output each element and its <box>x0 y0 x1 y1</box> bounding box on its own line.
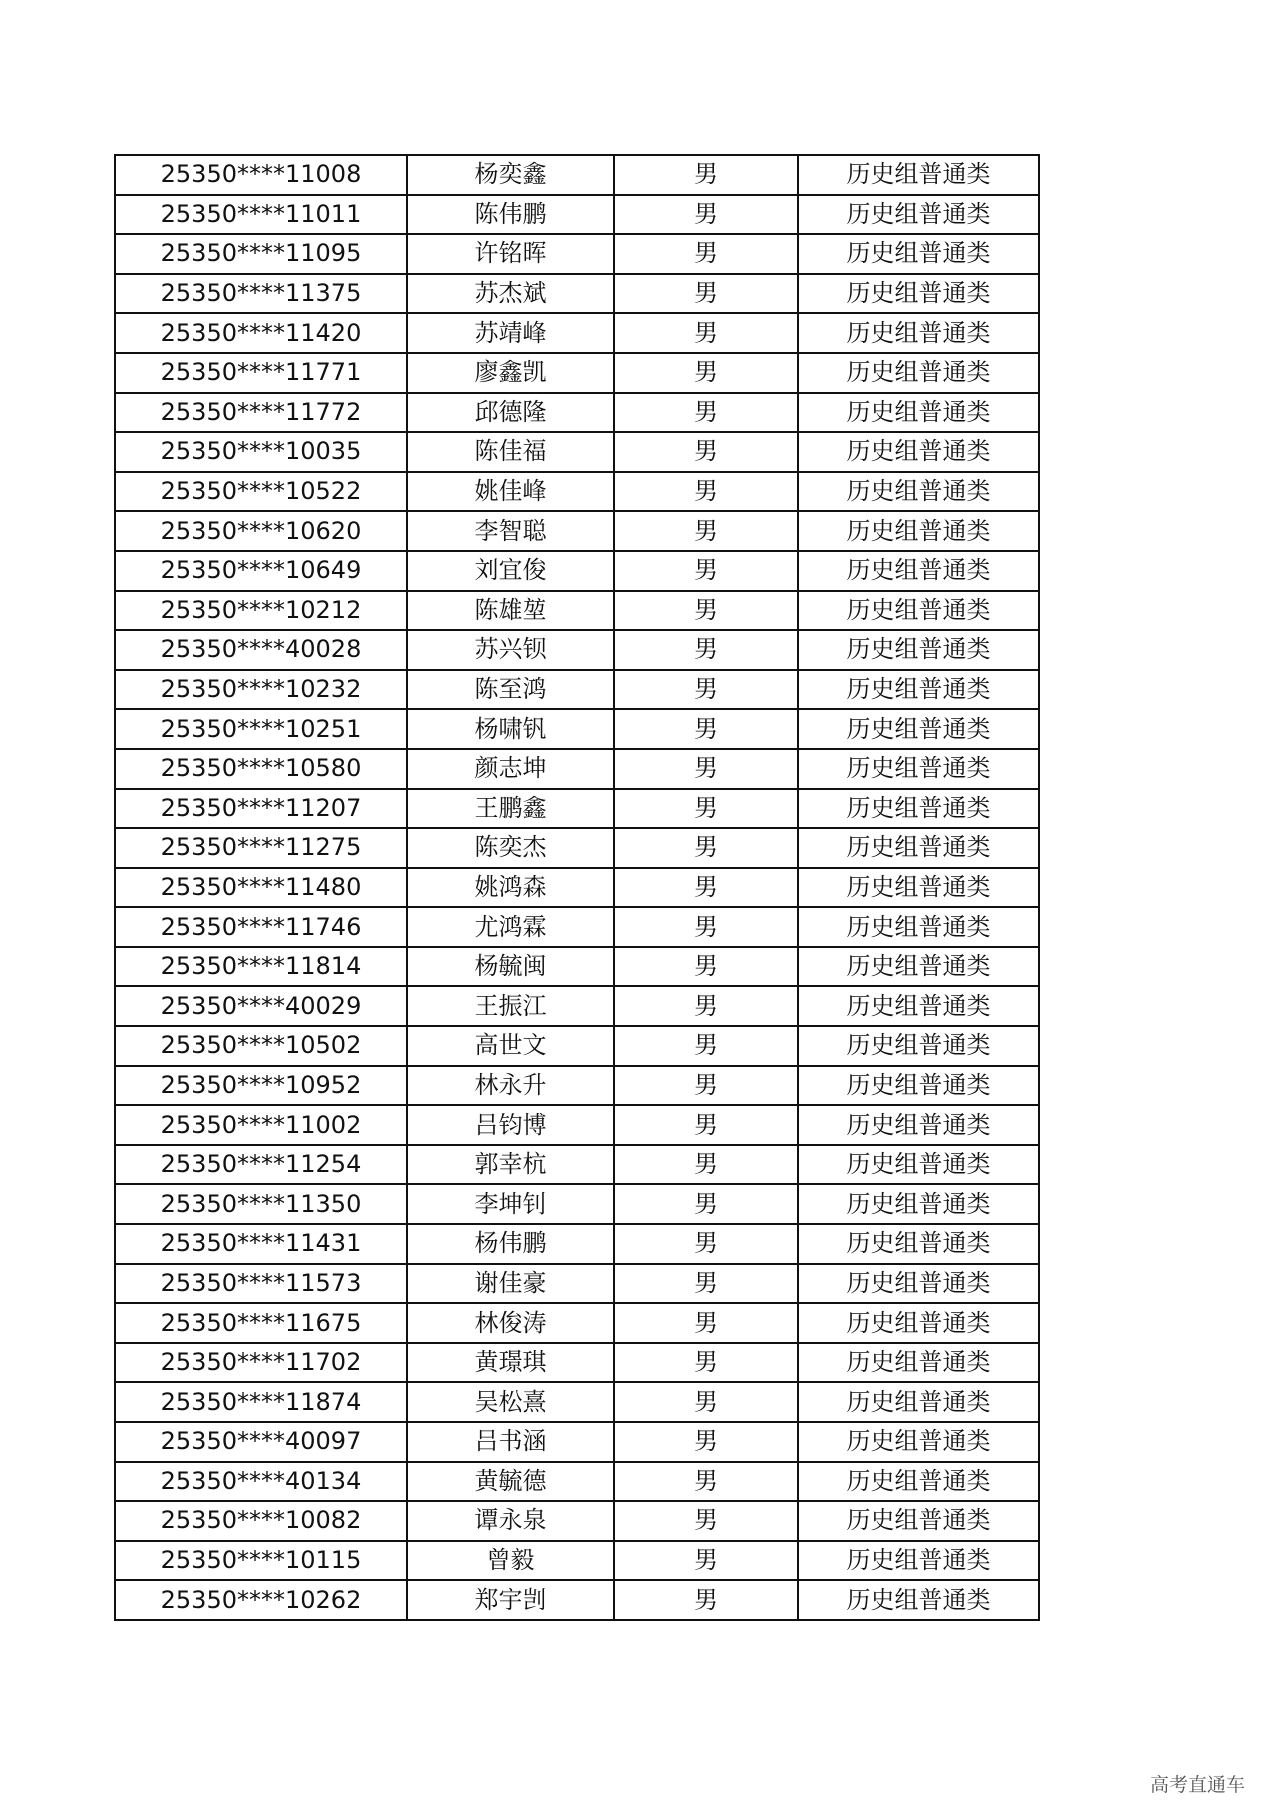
name-cell: 王鹏鑫 <box>407 789 614 829</box>
name-cell: 杨毓闽 <box>407 947 614 987</box>
name-cell: 尤鸿霖 <box>407 907 614 947</box>
name-cell: 谢佳豪 <box>407 1264 614 1304</box>
exam-id-cell: 25350****40028 <box>115 630 407 670</box>
gender-cell: 男 <box>614 195 798 235</box>
name-cell: 陈至鸿 <box>407 670 614 710</box>
name-cell: 谭永泉 <box>407 1501 614 1541</box>
table-row <box>115 749 1039 789</box>
exam-id-cell: 25350****11350 <box>115 1184 407 1224</box>
exam-id-cell: 25350****10952 <box>115 1066 407 1106</box>
gender-cell: 男 <box>614 630 798 670</box>
table-row <box>115 155 1039 195</box>
table-row <box>115 551 1039 591</box>
category-cell: 历史组普通类 <box>798 709 1039 749</box>
category-cell: 历史组普通类 <box>798 789 1039 829</box>
category-cell: 历史组普通类 <box>798 155 1039 195</box>
exam-id-cell: 25350****11746 <box>115 907 407 947</box>
name-cell: 姚佳峰 <box>407 472 614 512</box>
category-cell: 历史组普通类 <box>798 195 1039 235</box>
table-row <box>115 1224 1039 1264</box>
gender-cell: 男 <box>614 868 798 908</box>
name-cell: 林俊涛 <box>407 1303 614 1343</box>
category-cell: 历史组普通类 <box>798 868 1039 908</box>
exam-id-cell: 25350****11011 <box>115 195 407 235</box>
table-row <box>115 868 1039 908</box>
exam-id-cell: 25350****11008 <box>115 155 407 195</box>
exam-id-cell: 25350****10522 <box>115 472 407 512</box>
name-cell: 吕钧博 <box>407 1105 614 1145</box>
name-cell: 郭幸杭 <box>407 1145 614 1185</box>
name-cell: 杨伟鹏 <box>407 1224 614 1264</box>
student-list-table <box>114 154 1040 1621</box>
name-cell: 陈奕杰 <box>407 828 614 868</box>
table-row <box>115 1382 1039 1422</box>
exam-id-cell: 25350****10502 <box>115 1026 407 1066</box>
table-row <box>115 1066 1039 1106</box>
exam-id-cell: 25350****10262 <box>115 1580 407 1620</box>
exam-id-cell: 25350****11702 <box>115 1343 407 1383</box>
table-row <box>115 1303 1039 1343</box>
exam-id-cell: 25350****11480 <box>115 868 407 908</box>
name-cell: 杨啸钒 <box>407 709 614 749</box>
gender-cell: 男 <box>614 1382 798 1422</box>
table-row <box>115 1462 1039 1502</box>
gender-cell: 男 <box>614 749 798 789</box>
gender-cell: 男 <box>614 234 798 274</box>
category-cell: 历史组普通类 <box>798 1184 1039 1224</box>
category-cell: 历史组普通类 <box>798 313 1039 353</box>
category-cell: 历史组普通类 <box>798 907 1039 947</box>
category-cell: 历史组普通类 <box>798 234 1039 274</box>
gender-cell: 男 <box>614 1184 798 1224</box>
table-row <box>115 828 1039 868</box>
table-row <box>115 353 1039 393</box>
table-row <box>115 234 1039 274</box>
table-row <box>115 1184 1039 1224</box>
category-cell: 历史组普通类 <box>798 1343 1039 1383</box>
exam-id-cell: 25350****10620 <box>115 511 407 551</box>
gender-cell: 男 <box>614 1026 798 1066</box>
watermark: 高考直通车 <box>1150 1774 1246 1796</box>
gender-cell: 男 <box>614 155 798 195</box>
table-row <box>115 195 1039 235</box>
category-cell: 历史组普通类 <box>798 670 1039 710</box>
table-row <box>115 313 1039 353</box>
name-cell: 邱德隆 <box>407 393 614 433</box>
name-cell: 黄璟琪 <box>407 1343 614 1383</box>
category-cell: 历史组普通类 <box>798 1462 1039 1502</box>
gender-cell: 男 <box>614 1501 798 1541</box>
gender-cell: 男 <box>614 709 798 749</box>
table-row <box>115 1105 1039 1145</box>
table-row <box>115 591 1039 631</box>
exam-id-cell: 25350****10649 <box>115 551 407 591</box>
table-row <box>115 907 1039 947</box>
table-row <box>115 670 1039 710</box>
category-cell: 历史组普通类 <box>798 1145 1039 1185</box>
category-cell: 历史组普通类 <box>798 591 1039 631</box>
exam-id-cell: 25350****40134 <box>115 1462 407 1502</box>
table-row <box>115 986 1039 1026</box>
category-cell: 历史组普通类 <box>798 1580 1039 1620</box>
gender-cell: 男 <box>614 511 798 551</box>
gender-cell: 男 <box>614 1066 798 1106</box>
gender-cell: 男 <box>614 1541 798 1581</box>
category-cell: 历史组普通类 <box>798 353 1039 393</box>
gender-cell: 男 <box>614 472 798 512</box>
exam-id-cell: 25350****11874 <box>115 1382 407 1422</box>
exam-id-cell: 25350****10580 <box>115 749 407 789</box>
name-cell: 高世文 <box>407 1026 614 1066</box>
gender-cell: 男 <box>614 591 798 631</box>
name-cell: 吴松熹 <box>407 1382 614 1422</box>
category-cell: 历史组普通类 <box>798 1382 1039 1422</box>
table-row <box>115 1501 1039 1541</box>
table-row <box>115 511 1039 551</box>
name-cell: 姚鸿森 <box>407 868 614 908</box>
category-cell: 历史组普通类 <box>798 274 1039 314</box>
name-cell: 颜志坤 <box>407 749 614 789</box>
name-cell: 吕书涵 <box>407 1422 614 1462</box>
exam-id-cell: 25350****11814 <box>115 947 407 987</box>
name-cell: 曾毅 <box>407 1541 614 1581</box>
table-row <box>115 274 1039 314</box>
name-cell: 林永升 <box>407 1066 614 1106</box>
exam-id-cell: 25350****10251 <box>115 709 407 749</box>
table-row <box>115 393 1039 433</box>
gender-cell: 男 <box>614 353 798 393</box>
exam-id-cell: 25350****10115 <box>115 1541 407 1581</box>
category-cell: 历史组普通类 <box>798 1026 1039 1066</box>
exam-id-cell: 25350****11771 <box>115 353 407 393</box>
category-cell: 历史组普通类 <box>798 511 1039 551</box>
table-row <box>115 1422 1039 1462</box>
gender-cell: 男 <box>614 274 798 314</box>
exam-id-cell: 25350****11573 <box>115 1264 407 1304</box>
category-cell: 历史组普通类 <box>798 432 1039 472</box>
name-cell: 陈佳福 <box>407 432 614 472</box>
category-cell: 历史组普通类 <box>798 551 1039 591</box>
name-cell: 廖鑫凯 <box>407 353 614 393</box>
category-cell: 历史组普通类 <box>798 947 1039 987</box>
table-body <box>115 155 1039 1620</box>
exam-id-cell: 25350****10212 <box>115 591 407 631</box>
table-row <box>115 1580 1039 1620</box>
exam-id-cell: 25350****10232 <box>115 670 407 710</box>
name-cell: 李坤钊 <box>407 1184 614 1224</box>
category-cell: 历史组普通类 <box>798 1303 1039 1343</box>
category-cell: 历史组普通类 <box>798 986 1039 1026</box>
exam-id-cell: 25350****40097 <box>115 1422 407 1462</box>
table-row <box>115 630 1039 670</box>
table-row <box>115 1343 1039 1383</box>
gender-cell: 男 <box>614 1343 798 1383</box>
gender-cell: 男 <box>614 1105 798 1145</box>
gender-cell: 男 <box>614 947 798 987</box>
name-cell: 陈雄堃 <box>407 591 614 631</box>
exam-id-cell: 25350****11207 <box>115 789 407 829</box>
name-cell: 王振江 <box>407 986 614 1026</box>
exam-id-cell: 25350****11095 <box>115 234 407 274</box>
gender-cell: 男 <box>614 551 798 591</box>
name-cell: 刘宜俊 <box>407 551 614 591</box>
category-cell: 历史组普通类 <box>798 1422 1039 1462</box>
exam-id-cell: 25350****10082 <box>115 1501 407 1541</box>
table-row <box>115 432 1039 472</box>
exam-id-cell: 25350****10035 <box>115 432 407 472</box>
name-cell: 苏靖峰 <box>407 313 614 353</box>
name-cell: 苏兴钡 <box>407 630 614 670</box>
category-cell: 历史组普通类 <box>798 1224 1039 1264</box>
category-cell: 历史组普通类 <box>798 749 1039 789</box>
category-cell: 历史组普通类 <box>798 1105 1039 1145</box>
gender-cell: 男 <box>614 986 798 1026</box>
exam-id-cell: 25350****11375 <box>115 274 407 314</box>
category-cell: 历史组普通类 <box>798 472 1039 512</box>
table-row <box>115 1541 1039 1581</box>
gender-cell: 男 <box>614 393 798 433</box>
gender-cell: 男 <box>614 1422 798 1462</box>
gender-cell: 男 <box>614 670 798 710</box>
category-cell: 历史组普通类 <box>798 393 1039 433</box>
table-row <box>115 789 1039 829</box>
exam-id-cell: 25350****11431 <box>115 1224 407 1264</box>
exam-id-cell: 25350****11772 <box>115 393 407 433</box>
name-cell: 苏杰斌 <box>407 274 614 314</box>
table-row <box>115 1145 1039 1185</box>
gender-cell: 男 <box>614 1224 798 1264</box>
category-cell: 历史组普通类 <box>798 1066 1039 1106</box>
gender-cell: 男 <box>614 828 798 868</box>
name-cell: 黄毓德 <box>407 1462 614 1502</box>
gender-cell: 男 <box>614 907 798 947</box>
name-cell: 杨奕鑫 <box>407 155 614 195</box>
category-cell: 历史组普通类 <box>798 828 1039 868</box>
exam-id-cell: 25350****11675 <box>115 1303 407 1343</box>
exam-id-cell: 25350****40029 <box>115 986 407 1026</box>
gender-cell: 男 <box>614 1462 798 1502</box>
exam-id-cell: 25350****11420 <box>115 313 407 353</box>
exam-id-cell: 25350****11275 <box>115 828 407 868</box>
name-cell: 郑宇剀 <box>407 1580 614 1620</box>
category-cell: 历史组普通类 <box>798 1264 1039 1304</box>
gender-cell: 男 <box>614 1303 798 1343</box>
exam-id-cell: 25350****11254 <box>115 1145 407 1185</box>
table-row <box>115 947 1039 987</box>
category-cell: 历史组普通类 <box>798 1541 1039 1581</box>
gender-cell: 男 <box>614 432 798 472</box>
exam-id-cell: 25350****11002 <box>115 1105 407 1145</box>
gender-cell: 男 <box>614 1145 798 1185</box>
category-cell: 历史组普通类 <box>798 630 1039 670</box>
table-row <box>115 1264 1039 1304</box>
table-row <box>115 472 1039 512</box>
gender-cell: 男 <box>614 1580 798 1620</box>
table-row <box>115 1026 1039 1066</box>
gender-cell: 男 <box>614 789 798 829</box>
name-cell: 陈伟鹏 <box>407 195 614 235</box>
name-cell: 许铭晖 <box>407 234 614 274</box>
gender-cell: 男 <box>614 1264 798 1304</box>
table-row <box>115 709 1039 749</box>
category-cell: 历史组普通类 <box>798 1501 1039 1541</box>
gender-cell: 男 <box>614 313 798 353</box>
name-cell: 李智聪 <box>407 511 614 551</box>
